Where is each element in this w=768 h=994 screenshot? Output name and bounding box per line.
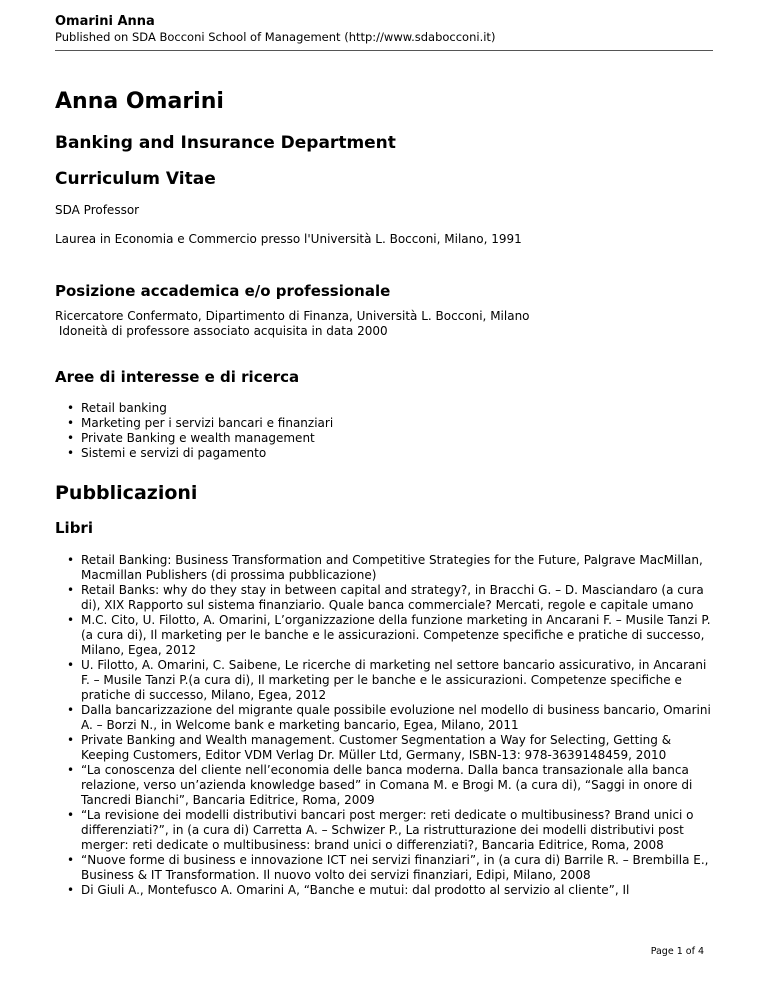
interests-list [55, 401, 715, 461]
person-name: Anna Omarini [55, 89, 224, 114]
position-line: Ricercatore Confermato, Dipartimento di Finanza, Università L. Bocconi, Milano [55, 309, 530, 323]
role-text: SDA Professor [55, 203, 140, 217]
position-line: Idoneità di professore associato acquisita in data 2000 [55, 324, 388, 338]
list-item: • Retail Banking: Business Transformation and Competitive Strategies for the Future, Palgrave MacMillan, Macmillan Publishers (di prossima pubblicazione) [81, 553, 715, 583]
list-item: • “La revisione dei modelli distributivi bancari post merger: reti dedicate o multibusiness? Brand unici o differenziati?”, in (a cura di) Carretta A. – Schwizer P., La ristrutturazione dei modelli distributivi post merger: reti dedicate o multibusiness: brand unici o differenziati?, Bancaria Editrice, Roma, 2008 [81, 808, 715, 853]
document-body [55, 88, 715, 898]
list-item: • Retail banking [81, 401, 715, 416]
position-heading: Posizione accademica e/o professionale [55, 282, 391, 300]
header-title: Omarini Anna [55, 14, 155, 29]
cv-heading: Curriculum Vitae [55, 169, 216, 189]
header-divider [55, 50, 713, 51]
position-block [55, 309, 715, 339]
list-item: • Dalla bancarizzazione del migrante quale possibile evoluzione nel modello di business bancario, Omarini A. – Borzi N., in Welcome bank e marketing bancario, Egea, Milano, 2011 [81, 703, 715, 733]
header-subtitle: Published on SDA Bocconi School of Management (http://www.sdabocconi.it) [55, 30, 496, 44]
list-item: • “La conoscenza del cliente nell’economia delle banca moderna. Dalla banca transazionale alla banca relazione, verso un’azienda knowledge based” in Comana M. e Brogi M. (a cura di), “Saggi in onore di Tancredi Bianchi”, Bancaria Editrice, Roma, 2009 [81, 763, 715, 808]
degree-text: Laurea in Economia e Commercio presso l'Università L. Bocconi, Milano, 1991 [55, 232, 522, 246]
department-title: Banking and Insurance Department [55, 133, 396, 153]
books-list [55, 553, 715, 898]
books-heading: Libri [55, 519, 93, 537]
publications-heading: Pubblicazioni [55, 482, 198, 504]
list-item: • Private Banking and Wealth management. Customer Segmentation a Way for Selecting, Getting & Keeping Customers, Editor VDM Verlag Dr. Müller Ltd, Germany, ISBN-13: 978-3639148459, 2010 [81, 733, 715, 763]
list-item: • M.C. Cito, U. Filotto, A. Omarini, L’organizzazione della funzione marketing in Ancarani F. – Musile Tanzi P.(a cura di), Il marketing per le banche e le assicurazioni. Competenze specifiche e pratiche di successo, Milano, Egea, 2012 [81, 613, 715, 658]
interests-heading: Aree di interesse e di ricerca [55, 368, 300, 386]
list-item: • Retail Banks: why do they stay in between capital and strategy?, in Bracchi G. – D. Masciandaro (a cura di), XIX Rapporto sul sistema finanziario. Quale banca commerciale? Mercati, regole e capitale umano [81, 583, 715, 613]
page-header [55, 14, 713, 45]
list-item: • Marketing per i servizi bancari e finanziari [81, 416, 715, 431]
list-item: • “Nuove forme di business e innovazione ICT nei servizi finanziari”, in (a cura di) Barrile R. – Brembilla E., Business & IT Transformation. Il nuovo volto dei servizi finanziari, Edipi, Milano, 2008 [81, 853, 715, 883]
list-item: • U. Filotto, A. Omarini, C. Saibene, Le ricerche di marketing nel settore bancario assicurativo, in Ancarani F. – Musile Tanzi P.(a cura di), Il marketing per le banche e le assicurazioni. Competenze specifiche e pratiche di successo, Milano, Egea, 2012 [81, 658, 715, 703]
page-number: Page 1 of 4 [650, 946, 704, 957]
list-item: • Di Giuli A., Montefusco A. Omarini A, “Banche e mutui: dal prodotto al servizio al cliente”, Il [81, 883, 715, 898]
list-item: • Private Banking e wealth management [81, 431, 715, 446]
list-item: • Sistemi e servizi di pagamento [81, 446, 715, 461]
